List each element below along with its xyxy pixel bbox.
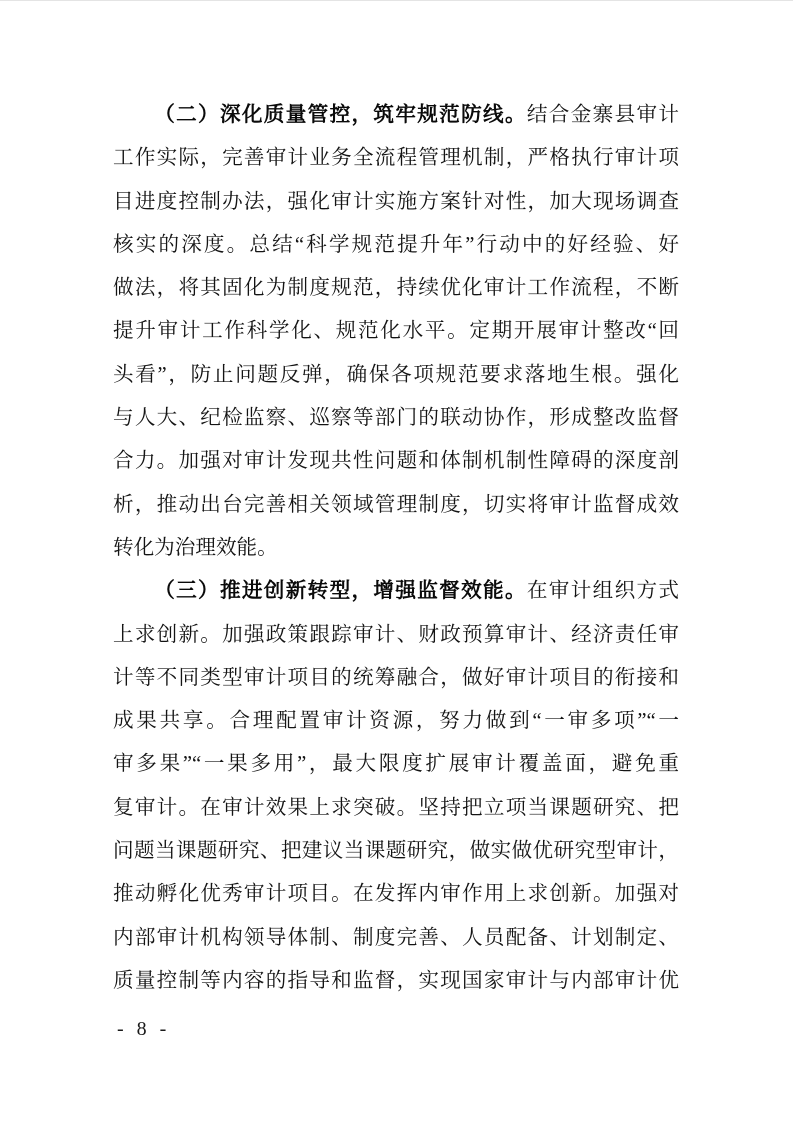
text-line	[113, 137, 679, 180]
text-line	[113, 267, 679, 310]
document-body	[113, 94, 679, 1003]
line-text: 工作实际，完善审计业务全流程管理机制，严格执行审计项	[113, 147, 679, 170]
line-text: 核实的深度。总结“科学规范提升年”行动中的好经验、好	[113, 233, 679, 256]
text-line	[113, 787, 679, 830]
text-line	[113, 700, 679, 743]
line-text: 结合金寨县审计	[526, 104, 679, 126]
text-line	[113, 960, 679, 1003]
line-text: 与人大、纪检监察、巡察等部门的联动协作，形成整改监督	[113, 407, 679, 430]
paragraph-lead-line	[113, 570, 679, 613]
line-text: 转化为治理效能。	[113, 536, 278, 559]
text-line	[113, 181, 679, 224]
line-text: 成果共享。合理配置审计资源，努力做到“一审多项”“一	[113, 710, 679, 733]
text-line	[113, 614, 679, 657]
text-line	[113, 224, 679, 267]
line-text: 析，推动出台完善相关领域管理制度，切实将审计监督成效	[113, 493, 679, 516]
text-line	[113, 917, 679, 960]
line-text: 合力。加强对审计发现共性问题和体制机制性障碍的深度剖	[113, 450, 679, 473]
line-text: 目进度控制办法，强化审计实施方案针对性，加大现场调查	[113, 190, 679, 213]
line-text: 问题当课题研究、把建议当课题研究，做实做优研究型审计，	[113, 840, 679, 863]
line-text: 内部审计机构领导体制、制度完善、人员配备、计划制定、	[113, 926, 679, 949]
line-text: 审多果”“一果多用”，最大限度扩展审计覆盖面，避免重	[113, 753, 679, 776]
section-heading: （二）深化质量管控，筑牢规范防线。	[154, 104, 527, 126]
text-line	[113, 873, 679, 916]
text-line	[113, 830, 679, 873]
line-text: 推动孵化优秀审计项目。在发挥内审作用上求创新。加强对	[113, 883, 679, 906]
text-line	[113, 657, 679, 700]
text-line	[113, 440, 679, 483]
page-number: - 8 -	[117, 1018, 168, 1040]
text-line	[113, 397, 679, 440]
text-line	[113, 354, 679, 397]
paragraph-lead-line	[113, 94, 679, 137]
line-text: 提升审计工作科学化、规范化水平。定期开展审计整改“回	[113, 320, 679, 343]
line-text: 在审计组织方式	[526, 580, 679, 603]
line-text: 质量控制等内容的指导和监督，实现国家审计与内部审计优	[113, 969, 679, 992]
line-text: 上求创新。加强政策跟踪审计、财政预算审计、经济责任审	[113, 623, 679, 646]
section-heading: （三）推进创新转型，增强监督效能。	[154, 580, 527, 603]
line-text: 计等不同类型审计项目的统筹融合，做好审计项目的衔接和	[113, 666, 679, 689]
line-text: 做法，将其固化为制度规范，持续优化审计工作流程，不断	[113, 277, 679, 300]
line-text: 复审计。在审计效果上求突破。坚持把立项当课题研究、把	[113, 796, 679, 819]
text-line	[113, 310, 679, 353]
text-line	[113, 484, 679, 527]
text-line	[113, 527, 679, 570]
text-line	[113, 743, 679, 786]
line-text: 头看”，防止问题反弹，确保各项规范要求落地生根。强化	[113, 363, 679, 386]
